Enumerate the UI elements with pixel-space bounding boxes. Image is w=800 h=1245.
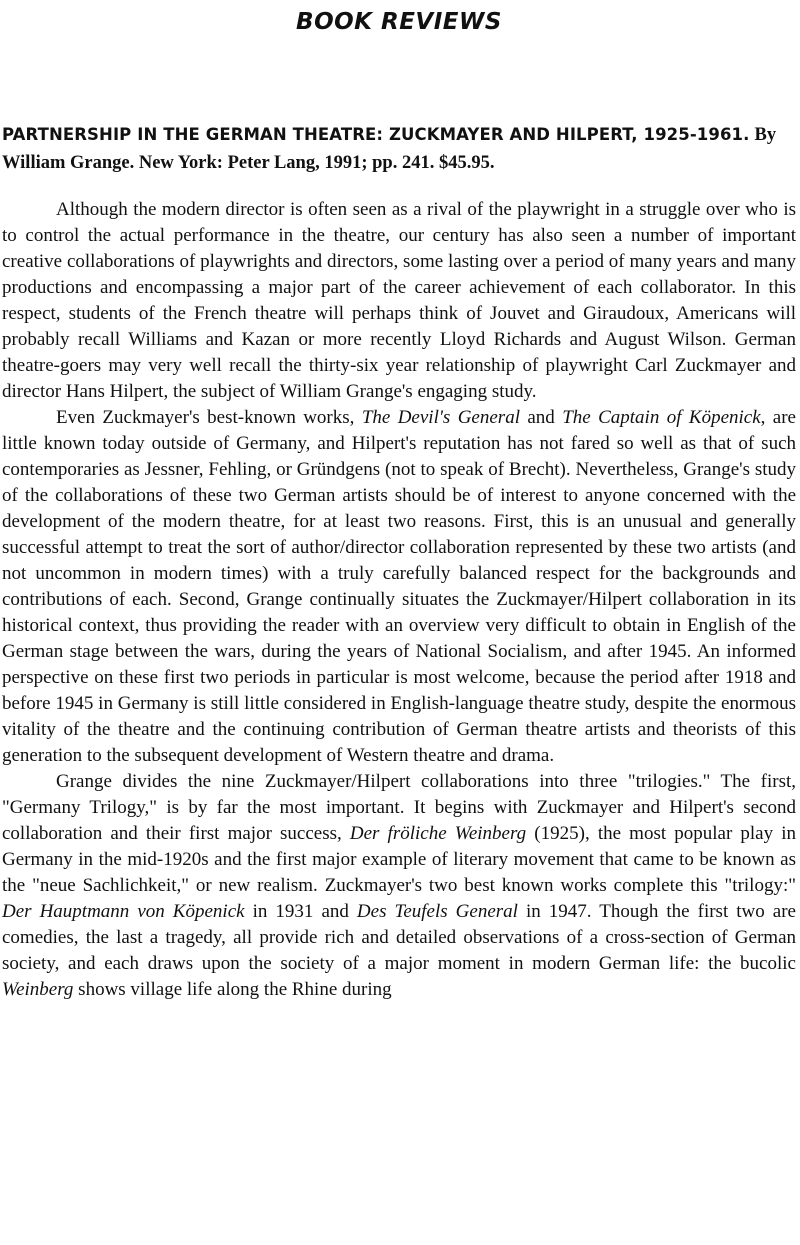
- italic-title-text: The Devil's General: [361, 407, 520, 428]
- paragraph-text: in 1931 and: [244, 901, 357, 922]
- paragraph-text: Although the modern director is often seen as a rival of the playwright in a struggle over who is to control the actual performance in the theatre, our century has also seen a number of important creative collaborations of playwrights and directors, some lasting over a period of many years and many productions and encompassing a major part of the career achievement of each collaborator. In this respect, students of the French theatre will perhaps think of Jouvet and Giraudoux, Americans will probably recall Williams and Kazan or more recently Lloyd Richards and August Wilson. German theatre-goers may very well recall the thirty-six year relationship of playwright Carl Zuckmayer and director Hans Hilpert, the subject of William Grange's engaging study.: [2, 199, 796, 402]
- review-title: PARTNERSHIP IN THE GERMAN THEATRE: ZUCKMAYER AND HILPERT, 1925-1961.: [2, 125, 750, 144]
- italic-title-text: The Captain of Köpenick: [562, 407, 761, 428]
- paragraph-text: shows village life along the Rhine during: [73, 979, 392, 1000]
- review-byline: By William Grange. New York: Peter Lang, 1991; pp. 241. $45.95.: [2, 125, 777, 173]
- paragraph-text: and: [519, 407, 563, 428]
- paragraph-text: in 1947. Though the first two are comedies, the last a tragedy, all provide rich and detailed observations of a cross-section of German society, and each draws upon the society of a major moment in modern German life: the bucolic: [2, 901, 796, 974]
- review-body: [2, 196, 796, 1003]
- paragraph: [2, 769, 796, 1003]
- paragraph-text: Even Zuckmayer's best-known works,: [56, 407, 362, 428]
- review-heading: [2, 121, 796, 177]
- paragraph: [2, 405, 796, 769]
- paragraph-text: (1925), the most popular play in Germany in the mid-1920s and the first major example of literary movement that came to be known as the "neue Sachlichkeit," or new realism. Zuckmayer's two best known works complete this "trilogy:": [2, 823, 797, 896]
- italic-title-text: Der fröliche Weinberg: [349, 823, 527, 844]
- section-heading: BOOK REVIEWS: [296, 9, 502, 35]
- italic-title-text: Des Teufels General: [356, 901, 518, 922]
- paragraph-text: Grange divides the nine Zuckmayer/Hilpert collaborations into three "trilogies." The first, "Germany Trilogy," is by far the most important. It begins with Zuckmayer and Hilpert's second collaboration and their first major success,: [2, 771, 796, 844]
- italic-title-text: Weinberg: [2, 979, 74, 1000]
- paragraph-text: , are little known today outside of Germany, and Hilpert's reputation has not fared so well as that of such contemporaries as Jessner, Fehling, or Gründgens (not to speak of Brecht). Nevertheless, Grange's study of the collaborations of these two German artists should be of interest to anyone concerned with the development of the modern theatre, for at least two reasons. First, this is an unusual and generally successful attempt to treat the sort of author/director collaboration represented by these two artists (and not uncommon in modern times) with a truly carefully balanced respect for the backgrounds and contributions of each. Second, Grange continually situates the Zuckmayer/Hilpert collaboration in its historical context, thus providing the reader with an overview very difficult to obtain in English of the German stage between the wars, during the years of National Socialism, and after 1945. An informed perspective on these first two periods in particular is most welcome, because the period after 1918 and before 1945 in Germany is still little considered in English-language theatre study, despite the enormous vitality of the theatre and the continuing contribution of German theatre artists and theorists of this generation to the subsequent development of Western theatre and drama.: [2, 407, 796, 766]
- paragraph: [2, 196, 796, 405]
- italic-title-text: Der Hauptmann von Köpenick: [2, 901, 245, 922]
